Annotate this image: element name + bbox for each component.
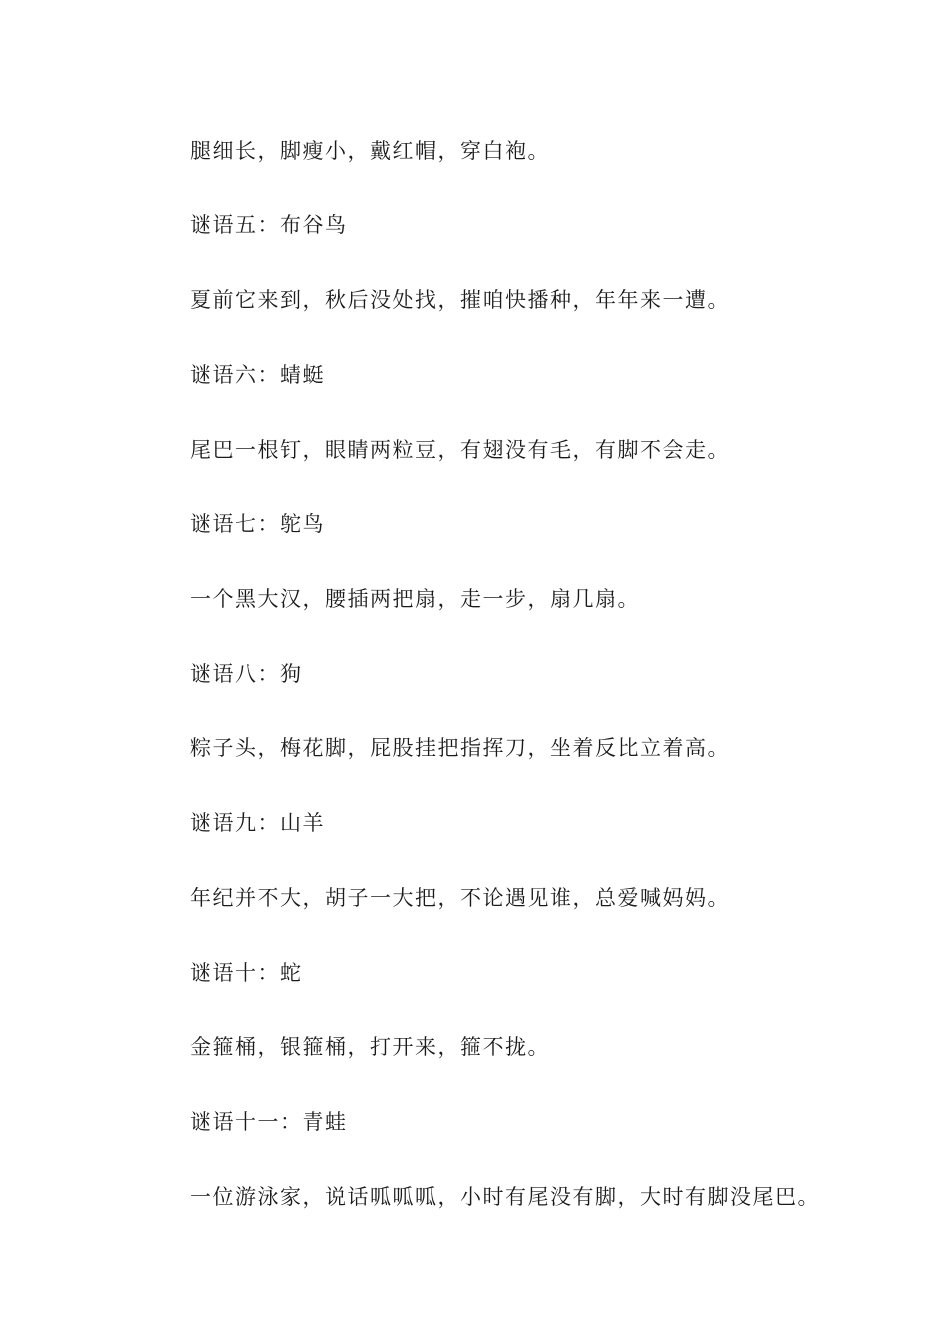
riddle-6-text: 尾巴一根钉，眼睛两粒豆，有翅没有毛，有脚不会走。: [190, 438, 730, 462]
riddle-4-text: 腿细长，脚瘦小，戴红帽，穿白袍。: [190, 139, 550, 163]
riddle-9-heading: 谜语九：山羊: [190, 811, 325, 835]
riddle-5-heading: 谜语五：布谷鸟: [190, 213, 348, 237]
riddle-8-text: 粽子头，梅花脚，屁股挂把指挥刀，坐着反比立着高。: [190, 736, 730, 760]
riddle-10-heading: 谜语十：蛇: [190, 961, 303, 985]
riddle-8-heading: 谜语八：狗: [190, 662, 303, 686]
riddle-6-heading: 谜语六：蜻蜓: [190, 363, 325, 387]
riddle-10-text: 金箍桶，银箍桶，打开来，箍不拢。: [190, 1035, 550, 1059]
riddle-5-text: 夏前它来到，秋后没处找，摧咱快播种，年年来一遭。: [190, 288, 730, 312]
riddle-7-heading: 谜语七：鸵鸟: [190, 512, 325, 536]
riddle-11-heading: 谜语十一：青蛙: [190, 1110, 348, 1134]
riddle-11-text: 一位游泳家，说话呱呱呱，小时有尾没有脚，大时有脚没尾巴。: [190, 1185, 820, 1209]
riddle-9-text: 年纪并不大，胡子一大把，不论遇见谁，总爱喊妈妈。: [190, 886, 730, 910]
riddle-7-text: 一个黑大汉，腰插两把扇，走一步，扇几扇。: [190, 587, 640, 611]
